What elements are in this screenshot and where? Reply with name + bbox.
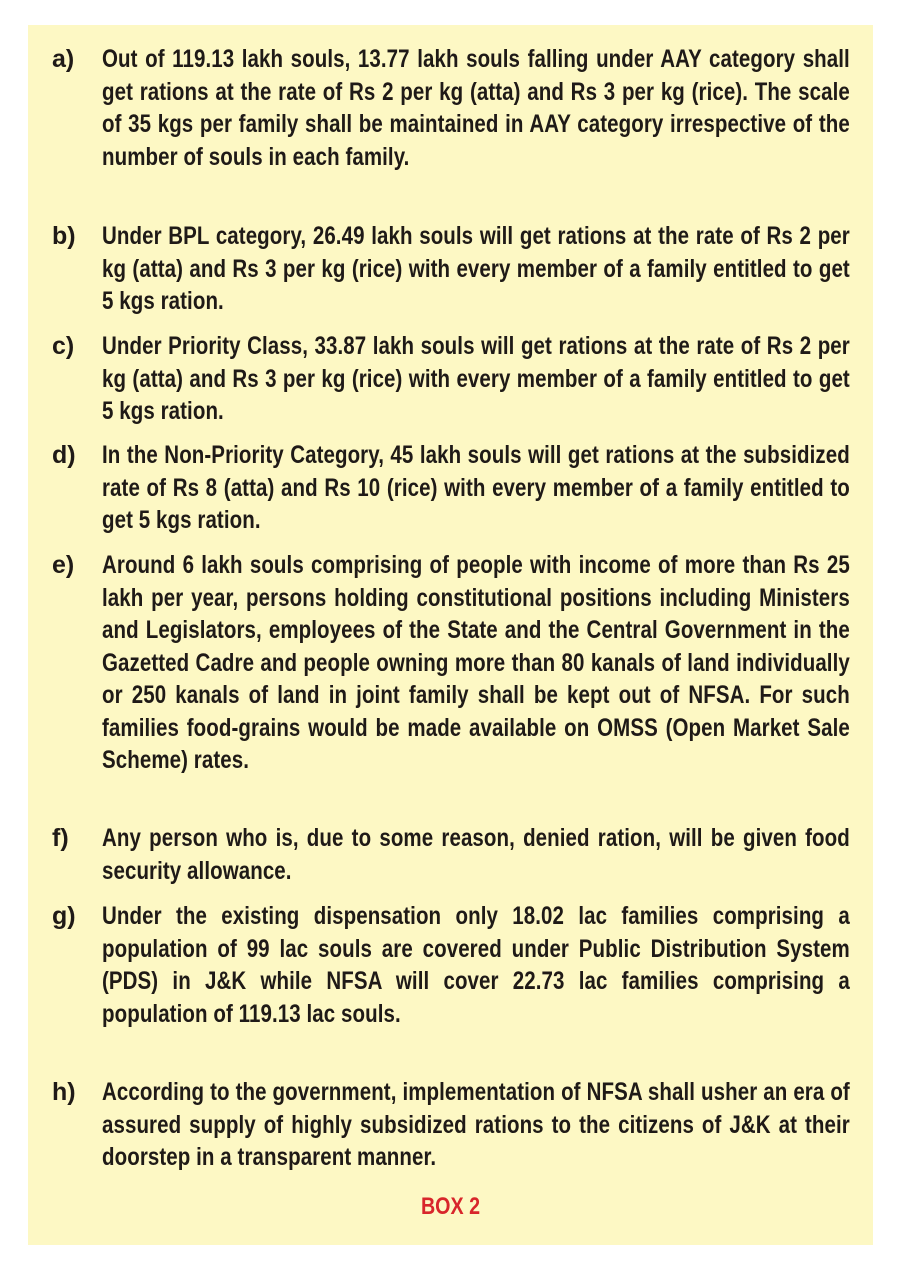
item-text: Under Priority Class, 33.87 lakh souls will get rations at the rate of Rs 2 per kg (atta) and Rs 3 per kg (rice) with every member of a family entitled to get 5 kgs ration. <box>102 332 850 425</box>
item-letter: d) <box>52 441 76 469</box>
item-text: Out of 119.13 lakh souls, 13.77 lakh souls falling under AAY category shall get rations at the rate of Rs 2 per kg (atta) and Rs 3 per kg (rice). The scale of 35 kgs per family shall be maintained in AAY category irrespective of the number of souls in each family. <box>102 45 850 171</box>
box-caption: BOX 2 <box>420 1193 481 1220</box>
item-letter: h) <box>52 1078 76 1106</box>
item-letter: c) <box>52 332 75 360</box>
item-letter: f) <box>52 824 69 852</box>
item-letter: b) <box>52 222 76 250</box>
item-letter: a) <box>52 45 75 73</box>
item-letter: e) <box>52 551 75 579</box>
item-text: Any person who is, due to some reason, denied ration, will be given food security allowance. <box>102 824 850 885</box>
item-letter: g) <box>52 902 76 930</box>
item-text: Under BPL category, 26.49 lakh souls will get rations at the rate of Rs 2 per kg (atta) and Rs 3 per kg (rice) with every member of a family entitled to get 5 kgs ration. <box>102 222 850 315</box>
item-text: In the Non-Priority Category, 45 lakh souls will get rations at the subsidized rate of Rs 8 (atta) and Rs 10 (rice) with every member of a family entitled to get 5 kgs ration. <box>102 441 850 534</box>
item-text: Under the existing dispensation only 18.02 lac families comprising a population of 99 lac souls are covered under Public Distribution System (PDS) in J&K while NFSA will cover 22.73 lac families comprising a population of 119.13 lac souls. <box>102 902 850 1028</box>
item-text: Around 6 lakh souls comprising of people with income of more than Rs 25 lakh per year, persons holding constitutional positions including Ministers and Legislators, employees of the State and the Central Government in the Gazetted Cadre and people owning more than 80 kanals of land individually or 250 kanals of land in joint family shall be kept out of NFSA. For such families food-grains would be made available on OMSS (Open Market Sale Scheme) rates. <box>102 551 850 774</box>
info-box <box>28 25 873 1245</box>
item-text: According to the government, implementation of NFSA shall usher an era of assured supply of highly subsidized rations to the citizens of J&K at their doorstep in a transparent manner. <box>102 1078 850 1171</box>
